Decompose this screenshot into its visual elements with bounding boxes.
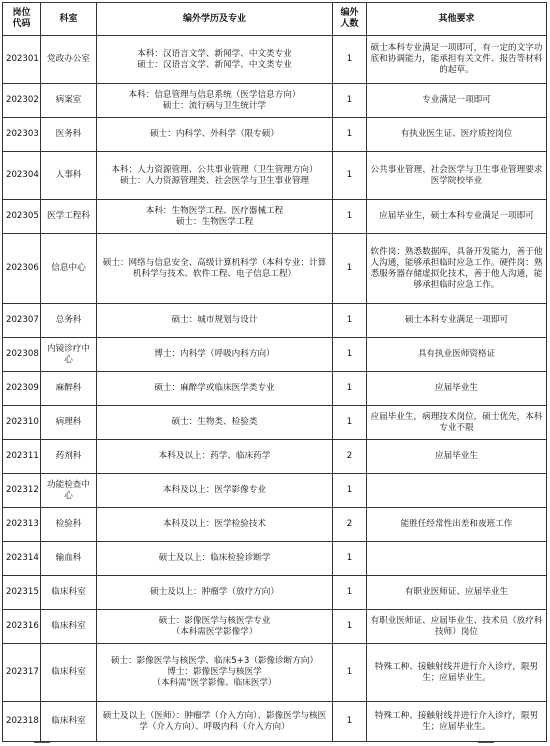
cell-dept: 内镜诊疗中心	[41, 338, 97, 372]
footer-rule-right	[478, 742, 494, 743]
cell-edu: 本科：信息管理与信息系统（医学信息方向） 硕士：流行病与卫生统计学	[97, 84, 333, 118]
footer-rule-left	[34, 742, 50, 743]
cell-other: 特殊工种、接触射线并进行介入诊疗，限男生；应届毕业生。	[367, 702, 547, 742]
table-row	[3, 542, 547, 576]
cell-edu: 本科：生物医学工程、医疗器械工程 硕士：生物医学工程	[97, 200, 333, 234]
recruitment-table	[2, 2, 547, 742]
cell-edu: 硕士：影像医学与核医学、临床5+3（影像诊断方向） 博士：影像医学与核医学 （本科需"医学影像、临床医学）	[97, 644, 333, 702]
cell-dept: 检验科	[41, 508, 97, 542]
cell-code: 202312	[3, 474, 41, 508]
cell-edu: 本科：汉语言文学、新闻学、中文类专业 硕士：汉语言文学、新闻学、中文类专业	[97, 36, 333, 84]
cell-other: 软件岗：熟悉数据库，具备开发能力，善于他人沟通，能够承担临时应急工作。硬件岗：熟悉服务器存储虚拟化技术，善于他人沟通，能够承担临时应急工作。	[367, 234, 547, 304]
table-row	[3, 440, 547, 474]
cell-code: 202302	[3, 84, 41, 118]
cell-count: 2	[333, 508, 367, 542]
cell-dept: 党政办公室	[41, 36, 97, 84]
table-row	[3, 610, 547, 644]
cell-code: 202313	[3, 508, 41, 542]
cell-code: 202307	[3, 304, 41, 338]
cell-edu: 博士：内科学（呼吸内科方向）	[97, 338, 333, 372]
cell-other: 具有执业医师资格证	[367, 338, 547, 372]
table-row	[3, 702, 547, 742]
table-row	[3, 200, 547, 234]
cell-edu: 硕士：城市规划与设计	[97, 304, 333, 338]
table-row	[3, 338, 547, 372]
cell-count: 1	[333, 644, 367, 702]
cell-edu: 硕士：麻醉学或临床医学类专业	[97, 372, 333, 406]
cell-code: 202311	[3, 440, 41, 474]
cell-code: 202303	[3, 118, 41, 152]
cell-other: 应届毕业生，病理技术岗位，硕士优先，本科专业不限	[367, 406, 547, 440]
header-dept: 科室	[41, 3, 97, 36]
cell-dept: 临床科室	[41, 576, 97, 610]
cell-code: 202314	[3, 542, 41, 576]
cell-other: 能胜任经常性出差和夜班工作	[367, 508, 547, 542]
cell-edu: 硕士：生物类、检验类	[97, 406, 333, 440]
cell-edu: 本科及以上：医学影像专业	[97, 474, 333, 508]
cell-code: 202315	[3, 576, 41, 610]
table-row	[3, 474, 547, 508]
cell-other: 有执业医生证、医疗质控岗位	[367, 118, 547, 152]
cell-other: 特殊工种、接触射线并进行介入诊疗，限男生；应届毕业生。	[367, 644, 547, 702]
cell-other: 专业满足一项即可	[367, 84, 547, 118]
cell-code: 202301	[3, 36, 41, 84]
cell-code: 202305	[3, 200, 41, 234]
cell-edu: 硕士：网络与信息安全、高级计算机科学（本科专业：计算机科学与技术、软件工程、电子信息工程）	[97, 234, 333, 304]
cell-other: 应届毕业生，硕士本科专业满足一项即可	[367, 200, 547, 234]
cell-code: 202316	[3, 610, 41, 644]
cell-count: 2	[333, 440, 367, 474]
cell-count: 1	[333, 474, 367, 508]
cell-count: 1	[333, 304, 367, 338]
cell-dept: 麻醉科	[41, 372, 97, 406]
cell-edu: 硕士：影像医学与核医学专业 （本科需医学影像学）	[97, 610, 333, 644]
cell-other: 应届毕业生	[367, 372, 547, 406]
cell-other: 应届毕业生	[367, 440, 547, 474]
cell-count: 1	[333, 118, 367, 152]
cell-count: 1	[333, 152, 367, 200]
table-row	[3, 118, 547, 152]
cell-code: 202306	[3, 234, 41, 304]
table-row	[3, 576, 547, 610]
cell-dept: 总务科	[41, 304, 97, 338]
cell-code: 202309	[3, 372, 41, 406]
cell-count: 1	[333, 234, 367, 304]
header-count: 编外 人数	[333, 3, 367, 36]
table-row	[3, 84, 547, 118]
cell-code: 202310	[3, 406, 41, 440]
cell-code: 202308	[3, 338, 41, 372]
cell-dept: 功能检查中心	[41, 474, 97, 508]
table-row	[3, 152, 547, 200]
cell-other: 硕士本科专业满足一项即可	[367, 304, 547, 338]
cell-count: 1	[333, 200, 367, 234]
cell-code: 202318	[3, 702, 41, 742]
cell-dept: 病理科	[41, 406, 97, 440]
header-edu: 编外学历及专业	[97, 3, 333, 36]
header-row	[3, 3, 547, 36]
cell-other: 公共事业管理、社会医学与卫生事业管理要求医学院校毕业	[367, 152, 547, 200]
cell-dept: 临床科室	[41, 702, 97, 742]
header-code: 岗位 代码	[3, 3, 41, 36]
cell-dept: 医学工程科	[41, 200, 97, 234]
table-row	[3, 644, 547, 702]
cell-dept: 药剂科	[41, 440, 97, 474]
cell-count: 1	[333, 576, 367, 610]
header-other: 其他要求	[367, 3, 547, 36]
cell-other: 有职业医师证、应届毕业生	[367, 576, 547, 610]
cell-count: 1	[333, 406, 367, 440]
cell-code: 202317	[3, 644, 41, 702]
cell-edu: 本科及以上：医学检验技术	[97, 508, 333, 542]
cell-count: 1	[333, 84, 367, 118]
cell-other	[367, 474, 547, 508]
cell-dept: 医务科	[41, 118, 97, 152]
cell-code: 202304	[3, 152, 41, 200]
cell-other: 有职业医师证、应届毕业生、技术员（放疗科技师）岗位	[367, 610, 547, 644]
cell-dept: 信息中心	[41, 234, 97, 304]
cell-edu: 本科：人力资源管理、公共事业管理（卫生管理方向） 硕士：人力资源管理类、社会医学与卫生事业管理	[97, 152, 333, 200]
cell-dept: 临床科室	[41, 610, 97, 644]
cell-dept: 病案室	[41, 84, 97, 118]
table-row	[3, 406, 547, 440]
cell-other	[367, 542, 547, 576]
cell-edu: 硕士：内科学、外科学（限专硕）	[97, 118, 333, 152]
table-row	[3, 508, 547, 542]
table-row	[3, 304, 547, 338]
table-row	[3, 234, 547, 304]
cell-count: 1	[333, 610, 367, 644]
cell-edu: 硕士及以上：肿瘤学（放疗方向）	[97, 576, 333, 610]
cell-count: 1	[333, 702, 367, 742]
cell-edu: 硕士及以上（医师）：肿瘤学（介入方向）、影像医学与核医学（介入方向）、呼吸内科（介入方向）	[97, 702, 333, 742]
cell-count: 1	[333, 36, 367, 84]
table-row	[3, 36, 547, 84]
cell-edu: 本科及以上：药学、临床药学	[97, 440, 333, 474]
cell-count: 1	[333, 542, 367, 576]
cell-other: 硕士本科专业满足一项即可，有一定的文字功底和协调能力，能承担有关文件、报告等材料的起草。	[367, 36, 547, 84]
cell-count: 1	[333, 338, 367, 372]
table-row	[3, 372, 547, 406]
cell-dept: 人事科	[41, 152, 97, 200]
cell-edu: 硕士及以上：临床检验诊断学	[97, 542, 333, 576]
cell-count: 1	[333, 372, 367, 406]
cell-dept: 输血科	[41, 542, 97, 576]
cell-dept: 临床科室	[41, 644, 97, 702]
